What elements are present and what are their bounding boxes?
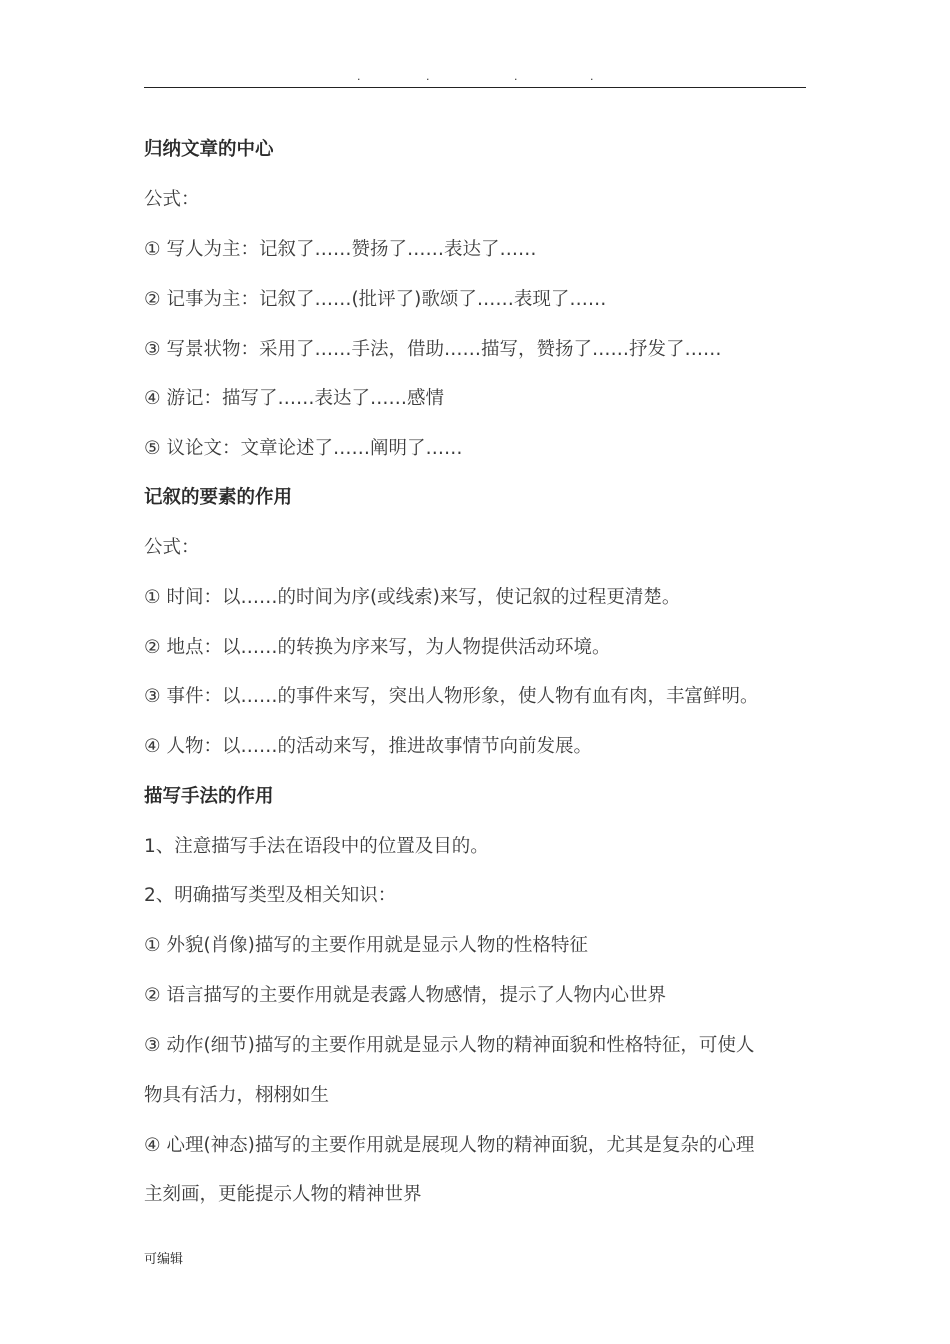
header-dot: .: [514, 70, 518, 83]
list-item: ③ 动作(细节)描写的主要作用就是显示人物的精神面貌和性格特征，可使人: [144, 1035, 755, 1056]
list-item: ④ 游记：描写了……表达了……感情: [144, 388, 444, 409]
footer-label: 可编辑: [144, 1252, 184, 1267]
list-item: ⑤ 议论文：文章论述了……阐明了……: [144, 438, 463, 459]
section-heading-center: 归纳文章的中心: [144, 139, 274, 160]
header-dot: .: [590, 70, 594, 83]
formula-label: 公式：: [144, 189, 200, 210]
header-dot: .: [426, 70, 430, 83]
header-dot: .: [357, 70, 361, 83]
list-item: ② 地点：以……的转换为序来写，为人物提供活动环境。: [144, 637, 611, 658]
list-item: ① 外貌(肖像)描写的主要作用就是显示人物的性格特征: [144, 935, 588, 956]
header-rule: [144, 87, 806, 88]
list-item: ② 语言描写的主要作用就是表露人物感情，提示了人物内心世界: [144, 985, 666, 1006]
list-item: 1、注意描写手法在语段中的位置及目的。: [144, 836, 489, 857]
list-item: ③ 写景状物：采用了……手法，借助……描写，赞扬了……抒发了……: [144, 339, 722, 360]
list-item: ④ 心理(神态)描写的主要作用就是展现人物的精神面貌，尤其是复杂的心理: [144, 1135, 755, 1156]
list-item: ④ 人物：以……的活动来写，推进故事情节向前发展。: [144, 736, 592, 757]
list-item: 2、明确描写类型及相关知识：: [144, 885, 397, 906]
formula-label: 公式：: [144, 537, 200, 558]
list-item: ① 时间：以……的时间为序(或线索)来写，使记叙的过程更清楚。: [144, 587, 681, 608]
list-item: ② 记事为主：记叙了……(批评了)歌颂了……表现了……: [144, 289, 607, 310]
section-heading-elements: 记叙的要素的作用: [144, 487, 293, 508]
list-item: ③ 事件：以……的事件来写，突出人物形象，使人物有血有肉，丰富鲜明。: [144, 686, 759, 707]
list-item-continuation: 主刻画，更能提示人物的精神世界: [144, 1184, 422, 1205]
list-item: ① 写人为主：记叙了……赞扬了……表达了……: [144, 239, 537, 260]
list-item-continuation: 物具有活力，栩栩如生: [144, 1085, 330, 1106]
section-heading-description: 描写手法的作用: [144, 786, 274, 807]
